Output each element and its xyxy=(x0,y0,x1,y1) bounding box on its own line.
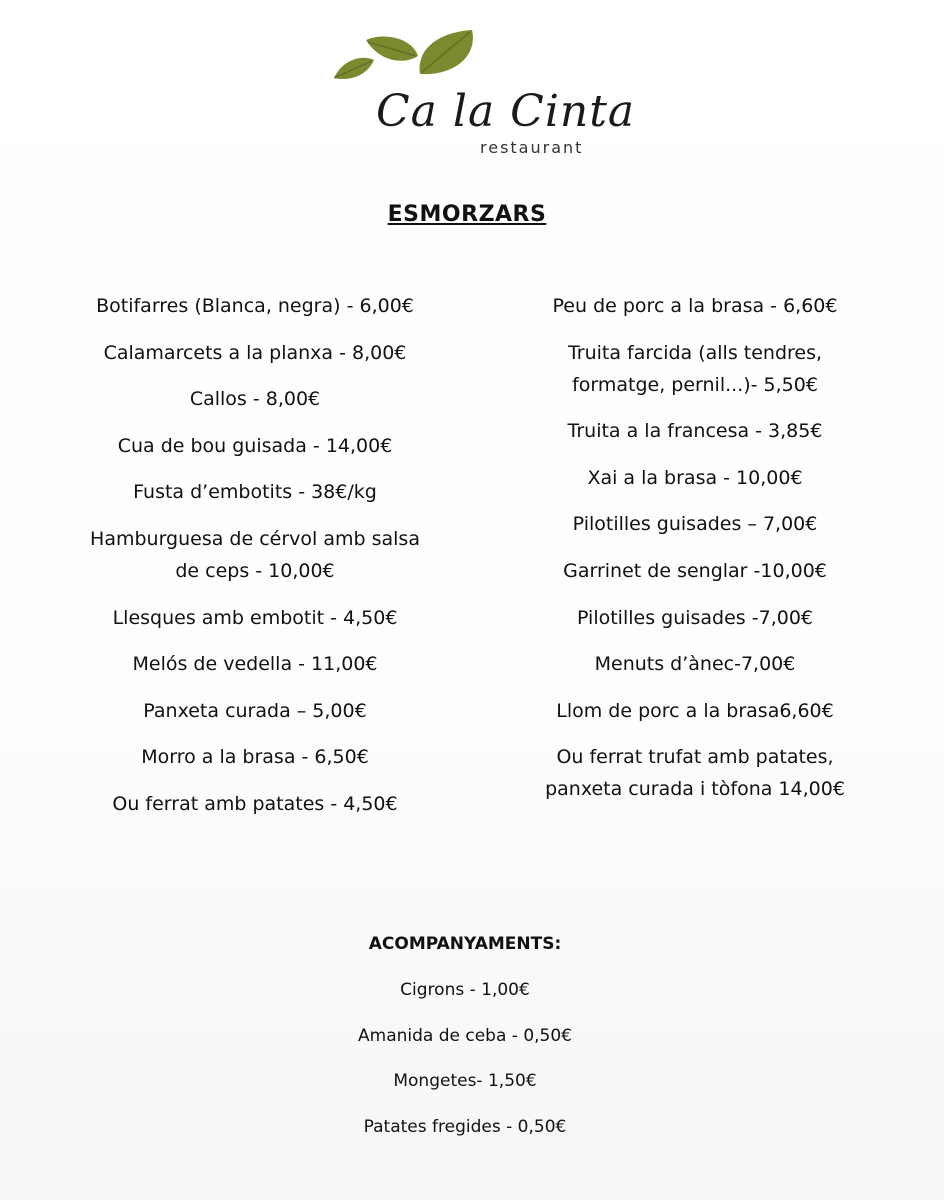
sides-title: ACOMPANYAMENTS: xyxy=(368,934,562,954)
menu-left-column xyxy=(40,290,470,835)
menu-item-line: Ou ferrat trufat amb patates, xyxy=(556,746,834,769)
menu-item-line: Truita a la francesa - 3,85€ xyxy=(567,420,823,443)
menu-item-line: Truita farcida (alls tendres, xyxy=(567,341,823,364)
menu-item-line: Pilotilles guisades -7,00€ xyxy=(577,606,813,629)
menu-item xyxy=(480,648,910,680)
menu-item-line: Morro a la brasa - 6,50€ xyxy=(141,746,369,769)
menu-item-line: Xai a la brasa - 10,00€ xyxy=(587,466,803,489)
leaf-middle-icon xyxy=(366,37,418,61)
menu-item-line: Ou ferrat amb patates - 4,50€ xyxy=(112,792,398,815)
menu-item-line: Hamburguesa de cérvol amb salsa xyxy=(90,527,420,550)
menu-item-line: Llom de porc a la brasa6,60€ xyxy=(556,699,834,722)
leaf-right-icon xyxy=(420,30,473,74)
side-item: Patates fregides - 0,50€ xyxy=(363,1116,567,1137)
menu-item-line: Garrinet de senglar -10,00€ xyxy=(563,559,827,582)
menu-item xyxy=(480,602,910,634)
menu-item xyxy=(40,695,470,727)
menu-item xyxy=(480,290,910,322)
menu-item-line: Pilotilles guisades – 7,00€ xyxy=(572,513,818,536)
restaurant-logo xyxy=(328,26,636,166)
logo-subtitle: restaurant xyxy=(480,138,584,157)
menu-item-line: Callos - 8,00€ xyxy=(189,388,321,411)
menu-item xyxy=(480,741,910,805)
menu-item-line: Calamarcets a la planxa - 8,00€ xyxy=(103,341,407,364)
menu-item xyxy=(40,476,470,508)
menu-item xyxy=(40,648,470,680)
menu-section-title: ESMORZARS xyxy=(387,202,547,227)
menu-item xyxy=(40,788,470,820)
menu-item xyxy=(480,695,910,727)
menu-item xyxy=(480,337,910,401)
menu-item-line: Peu de porc a la brasa - 6,60€ xyxy=(552,295,838,317)
menu-item xyxy=(40,523,470,587)
menu-item-line: Menuts d’ànec-7,00€ xyxy=(594,653,796,676)
menu-item xyxy=(40,741,470,773)
menu-right-column xyxy=(480,290,910,820)
menu-item-line: Panxeta curada – 5,00€ xyxy=(143,699,367,722)
menu-item xyxy=(40,602,470,634)
leaf-left-icon xyxy=(334,58,374,79)
menu-item xyxy=(480,415,910,447)
side-item: Amanida de ceba - 0,50€ xyxy=(358,1025,572,1046)
menu-item-line: Cua de bou guisada - 14,00€ xyxy=(117,434,393,457)
menu-item xyxy=(40,290,470,322)
sides-list xyxy=(0,974,930,1156)
side-item: Mongetes- 1,50€ xyxy=(393,1071,537,1091)
menu-item xyxy=(480,508,910,540)
logo-title: Ca la Cinta xyxy=(376,86,636,137)
menu-item-line: formatge, pernil...)- 5,50€ xyxy=(572,373,818,396)
menu-item-line: Fusta d’embotits - 38€/kg xyxy=(133,481,377,504)
menu-item-line: panxeta curada i tòfona 14,00€ xyxy=(545,778,845,801)
menu-item-line: Llesques amb embotit - 4,50€ xyxy=(112,606,398,629)
side-item: Cigrons - 1,00€ xyxy=(400,980,530,1000)
menu-item xyxy=(40,337,470,369)
menu-item xyxy=(480,555,910,587)
menu-item-line: Botifarres (Blanca, negra) - 6,00€ xyxy=(96,295,414,317)
menu-item xyxy=(480,462,910,494)
menu-item xyxy=(40,430,470,462)
menu-item-line: de ceps - 10,00€ xyxy=(175,559,335,582)
menu-item-line: Melós de vedella - 11,00€ xyxy=(132,653,378,676)
menu-item xyxy=(40,383,470,415)
